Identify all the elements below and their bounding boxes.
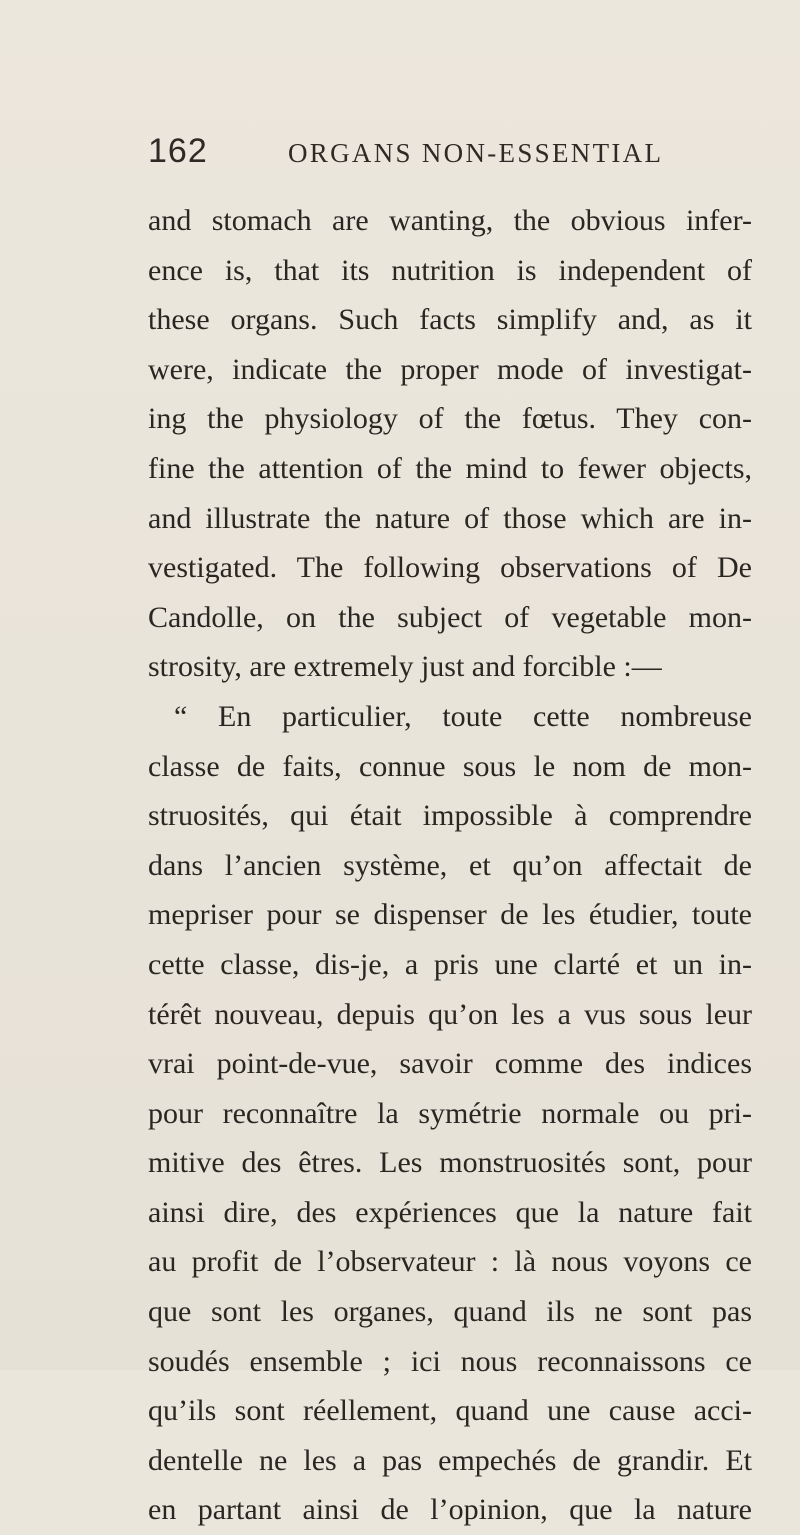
text-line: struosités, qui était impossible à comprendre (148, 799, 752, 833)
text-line: mitive des êtres. Les monstruosités sont, pour (148, 1146, 752, 1180)
text-line: dans l’ancien système, et qu’on affectait de (148, 848, 752, 882)
text-line: térêt nouveau, depuis qu’on les a vus sous leur (148, 997, 752, 1031)
text-line: these organs. Such facts simplify and, as it (148, 303, 752, 337)
text-line: pour reconnaître la symétrie normale ou pri- (148, 1096, 752, 1130)
text-line: que sont les organes, quand ils ne sont pas (148, 1295, 752, 1329)
text-line: qu’ils sont réellement, quand une cause acci- (148, 1394, 752, 1428)
text-line: vestigated. The following observations of De (148, 551, 752, 585)
text-line: strosity, are extremely just and forcible :— (148, 650, 662, 684)
text-line: soudés ensemble ; ici nous reconnaissons ce (148, 1344, 752, 1378)
text-line: au profit de l’observateur : là nous voyons ce (148, 1245, 752, 1279)
text-line: and illustrate the nature of those which are in- (148, 501, 752, 535)
page-number: 162 (148, 132, 208, 170)
page-header (148, 132, 688, 192)
text-line: classe de faits, connue sous le nom de mon- (148, 749, 752, 783)
text-line: en partant ainsi de l’opinion, que la nature (148, 1493, 752, 1527)
text-line: were, indicate the proper mode of investigat- (148, 352, 752, 386)
quote-start-line: “ En particulier, toute cette nombreuse (174, 699, 752, 733)
text-line: vrai point-de-vue, savoir comme des indices (148, 1047, 752, 1081)
text-line: cette classe, dis-je, a pris une clarté et un in- (148, 947, 752, 981)
text-line: and stomach are wanting, the obvious infer- (148, 204, 752, 237)
text-line: mepriser pour se dispenser de les étudier, toute (148, 898, 752, 932)
text-line: ainsi dire, des expériences que la nature fait (148, 1195, 752, 1229)
running-head: ORGANS NON-ESSENTIAL (288, 138, 664, 168)
text-line: fine the attention of the mind to fewer objects, (148, 451, 752, 485)
text-line: ence is, that its nutrition is independent of (148, 253, 752, 287)
text-line: dentelle ne les a pas empechés de grandir. Et (148, 1443, 752, 1477)
text-line: ing the physiology of the fœtus. They con- (148, 402, 752, 436)
body-text (148, 196, 752, 1535)
text-line: Candolle, on the subject of vegetable mon- (148, 600, 752, 634)
